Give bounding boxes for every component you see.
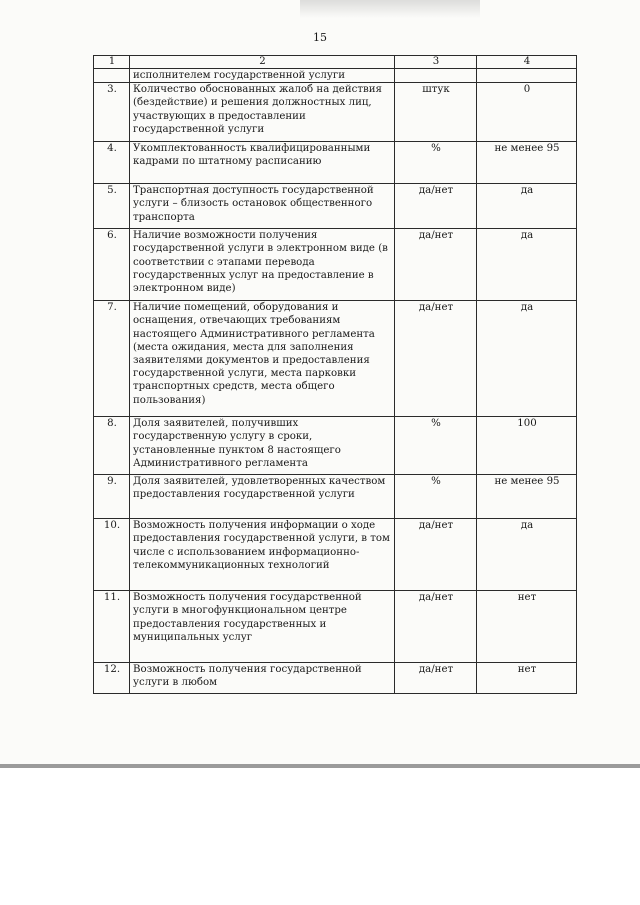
header-cell: 2 (130, 56, 395, 69)
indicator-name: Укомплектованность квалифицированными кадрами по штатному расписанию (130, 142, 395, 184)
row-number: 11. (94, 591, 130, 663)
unit: да/нет (395, 663, 477, 694)
indicators-table (93, 55, 577, 694)
unit: да/нет (395, 591, 477, 663)
indicator-name: Транспортная доступность государственной услуги – близость остановок общественного транспорта (130, 184, 395, 229)
target-value: нет (477, 591, 577, 663)
target-value: не менее 95 (477, 142, 577, 184)
row-number: 4. (94, 142, 130, 184)
target-value: да (477, 229, 577, 301)
table-row (94, 184, 577, 229)
target-value: не менее 95 (477, 475, 577, 519)
row-number: 6. (94, 229, 130, 301)
row-number: 10. (94, 519, 130, 591)
target-value: да (477, 301, 577, 417)
header-cell: 1 (94, 56, 130, 69)
target-value: 100 (477, 417, 577, 475)
indicator-name: исполнителем государственной услуги (130, 69, 395, 83)
table-row (94, 663, 577, 694)
row-number: 5. (94, 184, 130, 229)
target-value: нет (477, 663, 577, 694)
target-value (477, 69, 577, 83)
unit: штук (395, 83, 477, 142)
unit: да/нет (395, 229, 477, 301)
table-row (94, 69, 577, 83)
row-number: 12. (94, 663, 130, 694)
row-number: 9. (94, 475, 130, 519)
page-number: 15 (313, 31, 327, 44)
table-row (94, 417, 577, 475)
target-value: да (477, 519, 577, 591)
header-cell: 3 (395, 56, 477, 69)
row-number: 7. (94, 301, 130, 417)
target-value: да (477, 184, 577, 229)
table-row (94, 519, 577, 591)
indicator-name: Наличие помещений, оборудования и оснащения, отвечающих требованиям настоящего Административного регламента (места ожидания, места для заполнения заявителями документов и предоставления государственной услуги, места парковки транспортных средств, места общего пользования) (130, 301, 395, 417)
unit: % (395, 417, 477, 475)
indicator-name: Наличие возможности получения государственной услуги в электронном виде (в соответствии с этапами перевода государственных услуг на предоставление в электронном виде) (130, 229, 395, 301)
target-value: 0 (477, 83, 577, 142)
table-header-row (94, 56, 577, 69)
indicator-name: Возможность получения государственной услуги в любом (130, 663, 395, 694)
unit: да/нет (395, 519, 477, 591)
indicator-name: Доля заявителей, получивших государственную услугу в сроки, установленные пунктом 8 настоящего Административного регламента (130, 417, 395, 475)
unit: % (395, 142, 477, 184)
row-number: 3. (94, 83, 130, 142)
unit (395, 69, 477, 83)
unit: % (395, 475, 477, 519)
indicator-name: Возможность получения государственной услуги в многофункциональном центре предоставления государственных и муниципальных услуг (130, 591, 395, 663)
table-row (94, 301, 577, 417)
row-number: 8. (94, 417, 130, 475)
header-cell: 4 (477, 56, 577, 69)
indicator-name: Количество обоснованных жалоб на действия (бездействие) и решения должностных лиц, участвующих в предоставлении государственной услуги (130, 83, 395, 142)
table-row (94, 475, 577, 519)
table-row (94, 83, 577, 142)
table-row (94, 229, 577, 301)
indicator-name: Возможность получения информации о ходе предоставления государственной услуги, в том числе с использованием информационно-телекоммуникационных технологий (130, 519, 395, 591)
unit: да/нет (395, 184, 477, 229)
table-row (94, 142, 577, 184)
row-number (94, 69, 130, 83)
unit: да/нет (395, 301, 477, 417)
indicator-name: Доля заявителей, удовлетворенных качеством предоставления государственной услуги (130, 475, 395, 519)
table-row (94, 591, 577, 663)
